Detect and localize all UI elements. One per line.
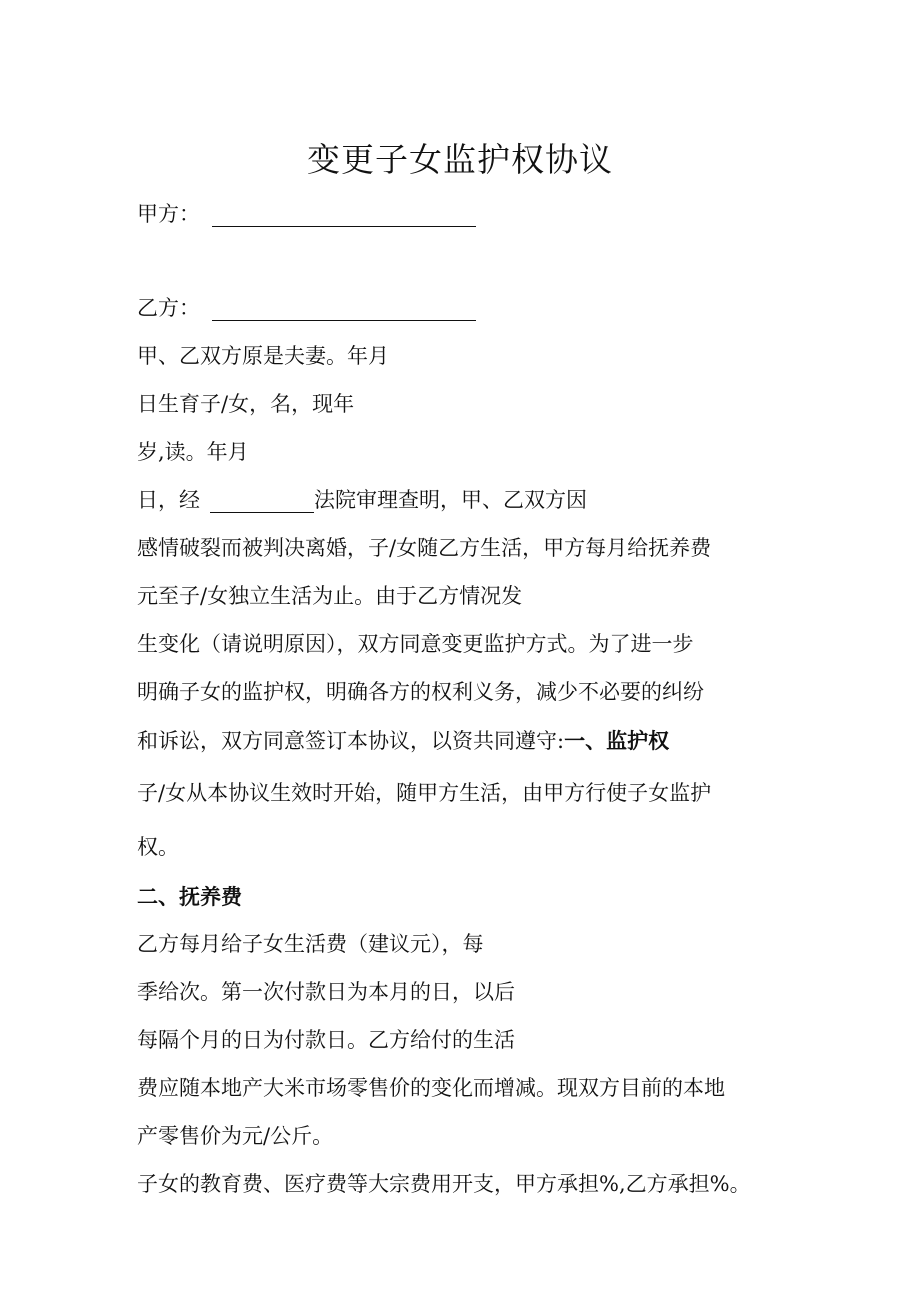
body-line-4-post: 法院审理查明，甲、乙双方因 [314,488,587,512]
party-a-blank[interactable] [212,204,476,227]
body-line-9-text: 和诉讼，双方同意签订本协议，以资共同遵守: [137,729,565,753]
body-line-9 [137,726,669,756]
body-line-11: 权。 [137,835,179,859]
body-line-15: 费应随本地产大米市场零售价的变化而增减。现双方目前的本地 [137,1076,725,1100]
body-line-1: 甲、乙双方原是夫妻。年月 [137,344,389,368]
body-line-16: 产零售价为元/公斤。 [137,1124,334,1148]
body-line-17: 子女的教育费、医疗费等大宗费用开支，甲方承担%,乙方承担%。 [137,1172,751,1196]
body-line-7: 生变化（请说明原因），双方同意变更监护方式。为了进一步 [137,632,694,656]
section-1-heading: 一、监护权 [564,728,670,753]
body-line-4-pre: 日，经 [137,488,200,512]
party-a-label: 甲方： [137,202,200,226]
court-blank[interactable] [210,490,314,513]
party-a-line [137,199,476,229]
body-line-8: 明确子女的监护权，明确各方的权利义务，减少不必要的纠纷 [137,680,704,704]
party-b-blank[interactable] [212,298,476,321]
body-line-14: 每隔个月的日为付款日。乙方给付的生活 [137,1028,515,1052]
body-line-6: 元至子/女独立生活为止。由于乙方情况发 [137,584,523,608]
body-line-13: 季给次。第一次付款日为本月的日，以后 [137,980,515,1004]
body-line-2: 日生育子/女，名，现年 [137,392,355,416]
party-b-line [137,293,476,323]
document-title: 变更子女监护权协议 [307,140,613,179]
body-line-4 [137,485,587,515]
body-line-10: 子/女从本协议生效时开始，随甲方生活，由甲方行使子女监护 [137,781,712,805]
party-b-label: 乙方： [137,296,200,320]
body-line-5: 感情破裂而被判决离婚，子/女随乙方生活，甲方每月给抚养费 [137,536,712,560]
body-line-12: 乙方每月给子女生活费（建议元），每 [137,932,484,956]
body-line-3: 岁,读。年月 [137,440,249,464]
section-2-heading: 二、抚养费 [137,884,242,909]
